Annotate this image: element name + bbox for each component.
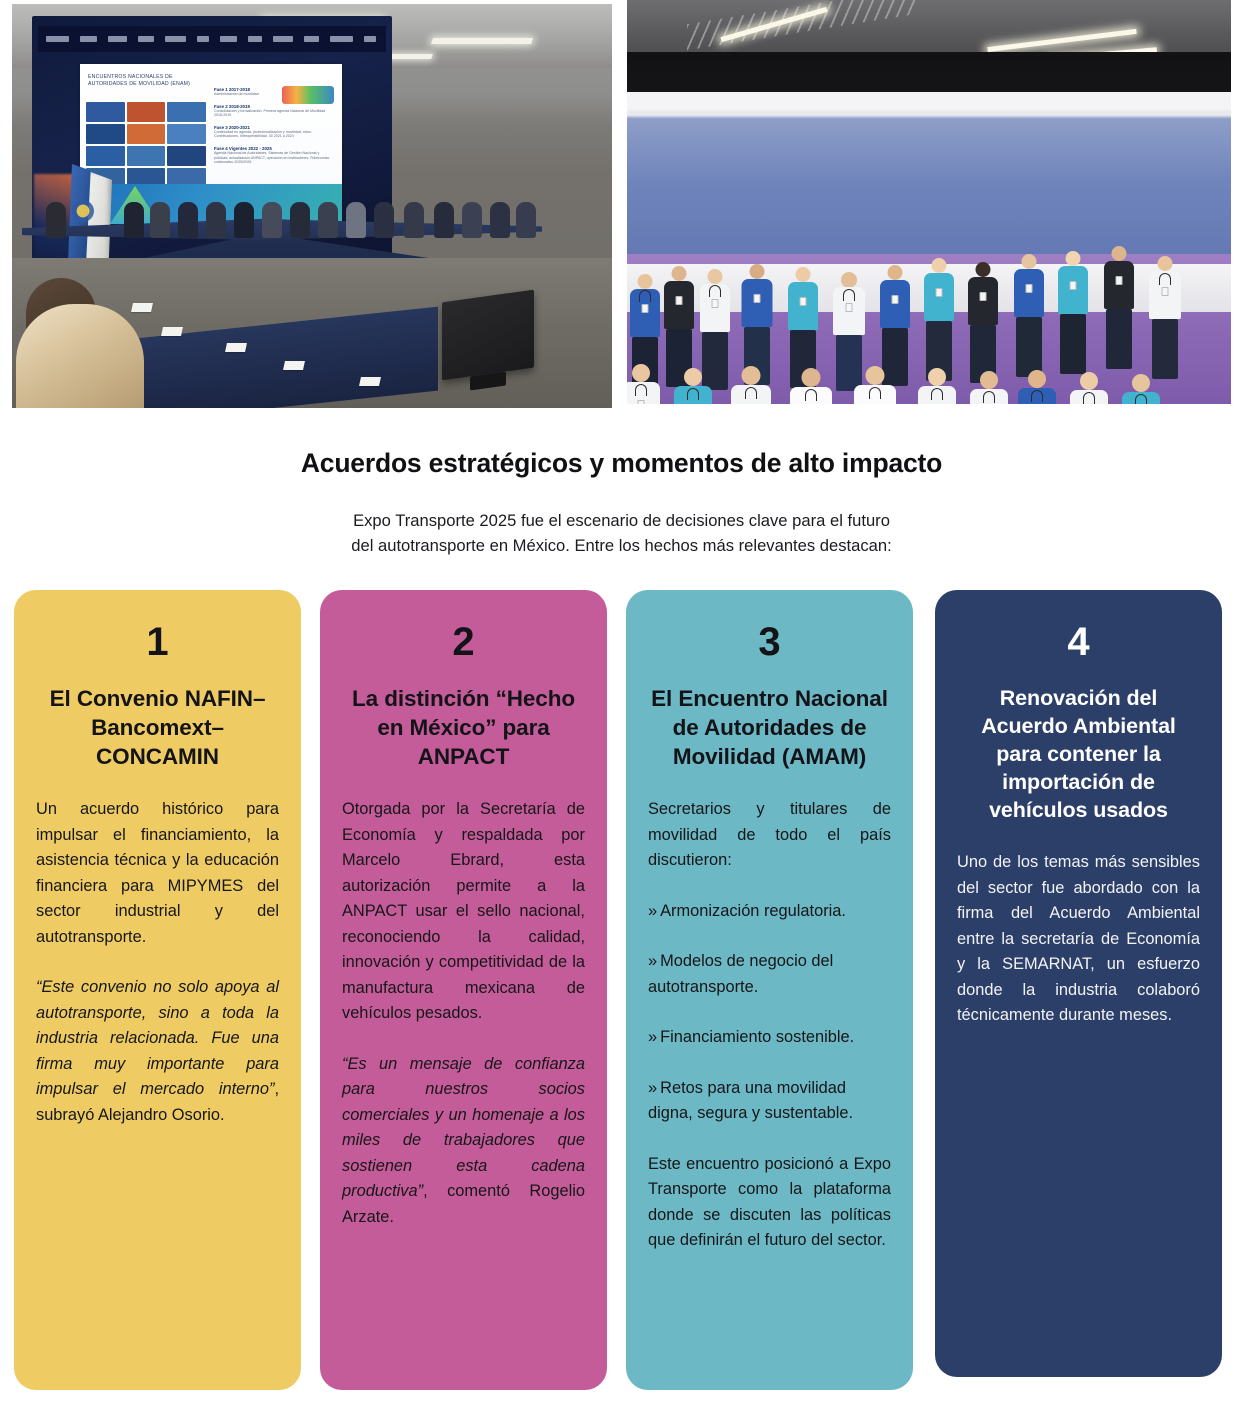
card-acuerdo-ambiental[interactable] (935, 590, 1222, 1377)
card-number: 2 (452, 620, 475, 664)
card-body (648, 797, 891, 1254)
phase-label: Fase 4 Vigentes 2022 - 2025 (214, 145, 272, 151)
list-item (648, 1076, 891, 1127)
phase-detail: Agenda Nacional de Autoridades. Sistemas de Gestión Nacional y públicas; actualización ANPACT, operación en instituciones. Fideicomiso colaborativo 2025/2026 (214, 150, 330, 165)
seated-attendees (38, 180, 538, 238)
list-item-label: Modelos de negocio del autotransporte. (648, 952, 834, 996)
foreground-attendee-blonde (16, 304, 144, 408)
card-number: 3 (758, 620, 781, 664)
intro-paragraph (0, 508, 1243, 558)
list-item-label: Armonización regulatoria. (660, 901, 846, 920)
card-body (342, 797, 585, 1230)
phase-label: Fase 1 2017-2018 (214, 87, 250, 92)
card-paragraph: Otorgada por la Secretaría de Economía y respaldada por Marcelo Ebrard, esta autorización permite a la ANPACT usar el sello nacional, reconociendo la calidad, innovación y competitividad de la manufactura mexicana de vehículos pesados. (342, 800, 585, 1022)
screen-title: ENCUENTROS NACIONALES DE AUTORIDADES DE MOVILIDAD (ENAM) (88, 74, 191, 87)
card-quote (36, 975, 279, 1128)
card-title: Renovación del Acuerdo Ambiental para contener la importación de vehículos usados (981, 686, 1176, 822)
chevron-right-icon: » (648, 952, 657, 970)
chevron-right-icon: » (648, 1078, 657, 1097)
card-closing: Este encuentro posicionó a Expo Transporte como la plataforma donde se discuten las políticas que definirán el futuro del sector. (648, 1154, 891, 1249)
card-body (36, 797, 279, 1128)
intro-line-1: Expo Transporte 2025 fue el escenario de decisiones clave para el futuro (353, 511, 890, 530)
phase-label: Fase 3 2020-2021 (214, 124, 250, 130)
card-number: 4 (1067, 620, 1090, 664)
card-title: El Encuentro Nacional de Autoridades de Movilidad (AMAM) (651, 686, 888, 769)
photo-band (0, 0, 1243, 412)
screen-thumbnails (86, 102, 206, 188)
list-item (648, 899, 891, 925)
quote-text: “Este convenio no solo apoya al autotransporte, sino a toda la industria relacionada. Fue una firma muy importante para impulsar el mercado interno” (36, 978, 279, 1098)
phase-label: Fase 2 2018-2019 (214, 103, 250, 109)
page-title: Acuerdos estratégicos y momentos de alto impacto (300, 448, 943, 478)
sponsor-logos (46, 32, 376, 46)
card-hecho-en-mexico[interactable] (320, 590, 607, 1390)
conference-room-photo (12, 4, 612, 408)
card-title: La distinción “Hecho en México” para ANPACT (351, 686, 576, 769)
quote-attribution: , subrayó Alejandro Osorio. (36, 1080, 279, 1124)
card-convenio-nafin[interactable] (14, 590, 301, 1390)
floor-monitor (442, 290, 534, 381)
phase-detail: Consolidación y formalización. Primera agenda Nacional de Movilidad 2018-2019 (214, 108, 326, 118)
section-headline (0, 448, 1243, 479)
chevron-right-icon: » (648, 1028, 657, 1046)
card-paragraph: Secretarios y titulares de movilidad de todo el país discutieron: (648, 800, 891, 869)
room-scene (12, 4, 612, 408)
list-item (648, 1025, 891, 1051)
quote-attribution: , comentó Rogelio Arzate. (342, 1182, 585, 1226)
list-item-label: Financiamiento sostenible. (660, 1028, 855, 1046)
list-item (648, 949, 891, 1000)
chevron-right-icon: » (648, 901, 657, 920)
card-paragraph: Un acuerdo histórico para impulsar el financiamiento, la asistencia técnica y la educación financiera para MIPYMES del sector industrial y del autotransporte. (36, 800, 279, 946)
intro-line-2: del autotransporte en México. Entre los hechos más relevantes destacan: (351, 536, 892, 555)
list-item-label: Retos para una movilidad digna, segura y sustentable. (648, 1078, 854, 1122)
team-members (627, 96, 1231, 396)
phase-detail: Administración de movilidad (214, 92, 259, 96)
card-paragraph: Uno de los temas más sensibles del sector fue abordado con la firma del Acuerdo Ambiental entre la secretaría de Economía y la SEMARNAT, un esfuerzo donde la industria colaboró técnicamente durante meses. (957, 853, 1200, 1024)
amam-logo (282, 86, 334, 104)
expo-hall-scene (627, 0, 1231, 404)
team-group-photo (627, 0, 1231, 404)
card-number: 1 (146, 620, 169, 664)
card-quote (342, 1052, 585, 1231)
highlight-cards (0, 590, 1243, 1392)
card-body (957, 850, 1200, 1029)
phase-detail: Continuidad en agenda, profesionalización y movilidad; retos. Contribuciones. Interoperabilidad. 30 2021 a 2024 (214, 129, 312, 139)
card-encuentro-amam[interactable] (626, 590, 913, 1390)
quote-text: “Es un mensaje de confianza para nuestros socios comerciales y un homenaje a los miles de trabajadores que sostienen esta cadena productiva” (342, 1054, 585, 1200)
card-title: El Convenio NAFIN–Bancomext–CONCAMIN (49, 686, 266, 769)
